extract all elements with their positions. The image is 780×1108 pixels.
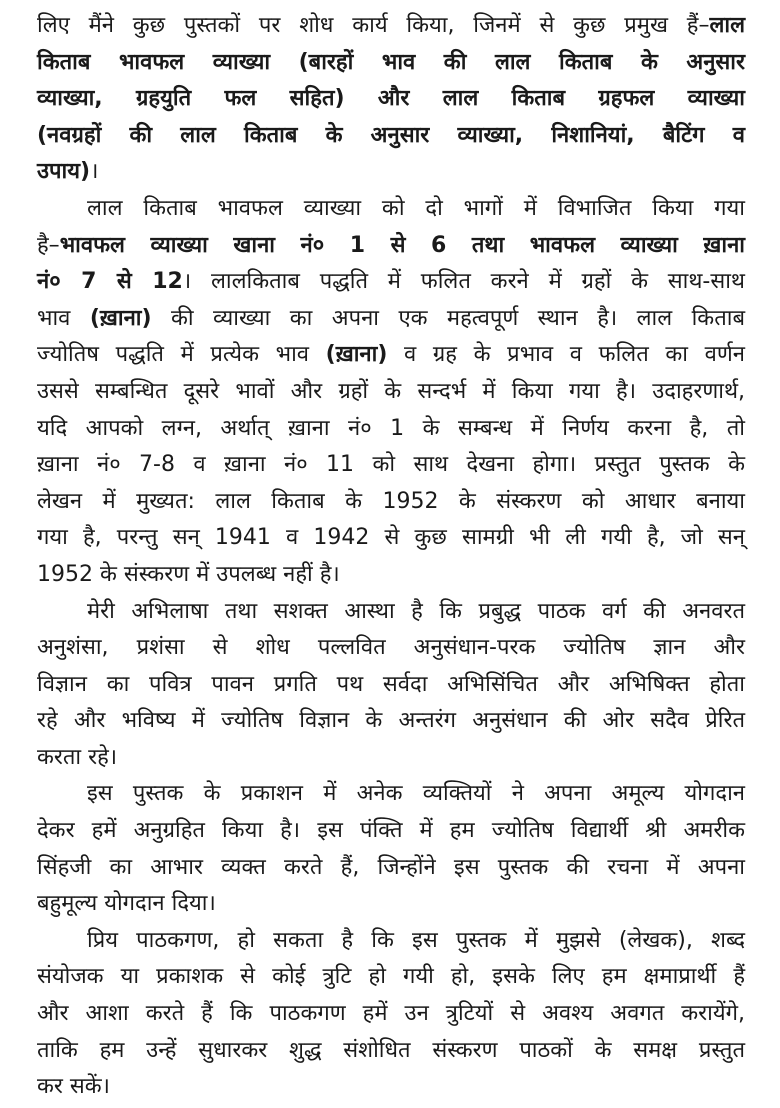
- bold-text: व्याख्या, ग्रहयुति फल सहित) और लाल किताब ग्रहफल व्याख्या: [37, 86, 745, 112]
- text-span: रहे और भविष्य में ज्योतिष विज्ञान के अन्तरंग अनुसंधान की ओर सदैव प्रेरित: [37, 708, 745, 734]
- text-line: [37, 301, 745, 338]
- text-span: संयोजक या प्रकाशक से कोई त्रुटि हो गयी हो, इसके लिए हम क्षमाप्रार्थी हैं: [37, 964, 745, 990]
- text-line: [37, 667, 745, 704]
- text-line: [37, 264, 745, 301]
- text-line: [37, 813, 745, 850]
- text-line: [37, 850, 745, 887]
- text-span: विज्ञान का पवित्र पावन प्रगति पथ सर्वदा अभिसिंचित और अभिषिक्त होता: [37, 671, 745, 697]
- text-line: [37, 484, 745, 521]
- bold-text: उपाय): [37, 159, 91, 185]
- text-span: । लालकिताब पद्धति में फलित करने में ग्रहों के साथ-साथ: [182, 269, 745, 295]
- text-span: देकर हमें अनुग्रहित किया है। इस पंक्ति में हम ज्योतिष विद्यार्थी श्री अमरीक: [37, 818, 745, 844]
- text-line: [37, 703, 745, 740]
- text-span: 1952 के संस्करण में उपलब्ध नहीं है।: [37, 561, 340, 587]
- text-span: लेखन में मुख्यत: लाल किताब के 1952 के संस्करण को आधार बनाया: [37, 488, 745, 514]
- text-span: प्रिय पाठकगण, हो सकता है कि इस पुस्तक में मुझसे (लेखक), शब्द: [87, 927, 745, 953]
- text-span: भाव: [37, 305, 90, 331]
- text-line: [37, 594, 745, 631]
- bold-text: (ख़ाना): [325, 342, 388, 368]
- text-line: [37, 154, 745, 191]
- text-line: [37, 630, 745, 667]
- text-line: [37, 447, 745, 484]
- bold-text: नं० 7 से 12: [37, 269, 183, 295]
- text-line: [37, 520, 745, 557]
- text-span: सिंहजी का आभार व्यक्त करते हैं, जिन्होंने इस पुस्तक की रचना में अपना: [37, 854, 745, 880]
- text-span: लिए मैंने कुछ पुस्तकों पर शोध कार्य किया, जिनमें से कुछ प्रमुख हैं–: [37, 13, 710, 38]
- text-span: इस पुस्तक के प्रकाशन में अनेक व्यक्तियों ने अपना अमूल्य योगदान: [87, 781, 745, 807]
- text-line: [37, 81, 745, 118]
- bold-text: (नवग्रहों की लाल किताब के अनुसार व्याख्या, निशानियां, बैटिंग व: [37, 122, 745, 148]
- text-span: यदि आपको लग्न, अर्थात् ख़ाना नं० 1 के सम्बन्ध में निर्णय करना है, तो: [37, 415, 745, 441]
- bold-text: (ख़ाना): [89, 305, 152, 331]
- text-span: ताकि हम उन्हें सुधारकर शुद्ध संशोधित संस्करण पाठकों के समक्ष प्रस्तुत: [37, 1037, 745, 1063]
- text-span: लाल किताब भावफल व्याख्या को दो भागों में विभाजित किया गया: [87, 195, 745, 221]
- text-line: [37, 374, 745, 411]
- text-span: ख़ाना नं० 7-8 व ख़ाना नं० 11 को साथ देखना होगा। प्रस्तुत पुस्तक के: [37, 452, 745, 478]
- text-span: बहुमूल्य योगदान दिया।: [37, 891, 216, 917]
- text-span: की व्याख्या का अपना एक महत्वपूर्ण स्थान है। लाल किताब: [151, 305, 746, 331]
- text-line: [37, 959, 745, 996]
- text-line: [37, 1033, 745, 1070]
- bold-text: लाल: [709, 13, 745, 38]
- text-line: [37, 8, 745, 45]
- bold-text: किताब भावफल व्याख्या (बारहों भाव की लाल किताब के अनुसार: [37, 49, 745, 75]
- text-line: [37, 191, 745, 228]
- text-line: [37, 1069, 745, 1106]
- text-span: व ग्रह के प्रभाव व फलित का वर्णन: [387, 342, 745, 368]
- text-span: कर सकें।: [37, 1074, 110, 1100]
- text-span: अनुशंसा, प्रशंसा से शोध पल्लवित अनुसंधान-परक ज्योतिष ज्ञान और: [37, 635, 745, 661]
- text-span: ।: [90, 159, 99, 185]
- text-line: [37, 886, 745, 923]
- text-line: [37, 411, 745, 448]
- text-span: है–: [37, 232, 60, 258]
- bold-text: भावफल व्याख्या खाना नं० 1 से 6 तथा भावफल व्याख्या ख़ाना: [59, 232, 745, 258]
- text-line: [37, 228, 745, 265]
- text-line: [37, 776, 745, 813]
- text-span: करता रहे।: [37, 744, 118, 770]
- text-span: मेरी अभिलाषा तथा सशक्त आस्था है कि प्रबुद्ध पाठक वर्ग की अनवरत: [87, 598, 745, 624]
- text-line: [37, 337, 745, 374]
- text-line: [37, 923, 745, 960]
- text-line: [37, 740, 745, 777]
- text-span: और आशा करते हैं कि पाठकगण हमें उन त्रुटियों से अवश्य अवगत करायेंगे,: [37, 1001, 745, 1027]
- text-line: [37, 45, 745, 82]
- text-span: गया है, परन्तु सन् 1941 व 1942 से कुछ सामग्री भी ली गयी है, जो सन्: [37, 525, 745, 551]
- text-line: [37, 557, 745, 594]
- text-span: ज्योतिष पद्धति में प्रत्येक भाव: [37, 342, 326, 368]
- text-line: [37, 118, 745, 155]
- document-page: [37, 8, 745, 1106]
- text-span: उससे सम्बन्धित दूसरे भावों और ग्रहों के सन्दर्भ में किया गया है। उदाहरणार्थ,: [37, 378, 745, 404]
- text-line: [37, 996, 745, 1033]
